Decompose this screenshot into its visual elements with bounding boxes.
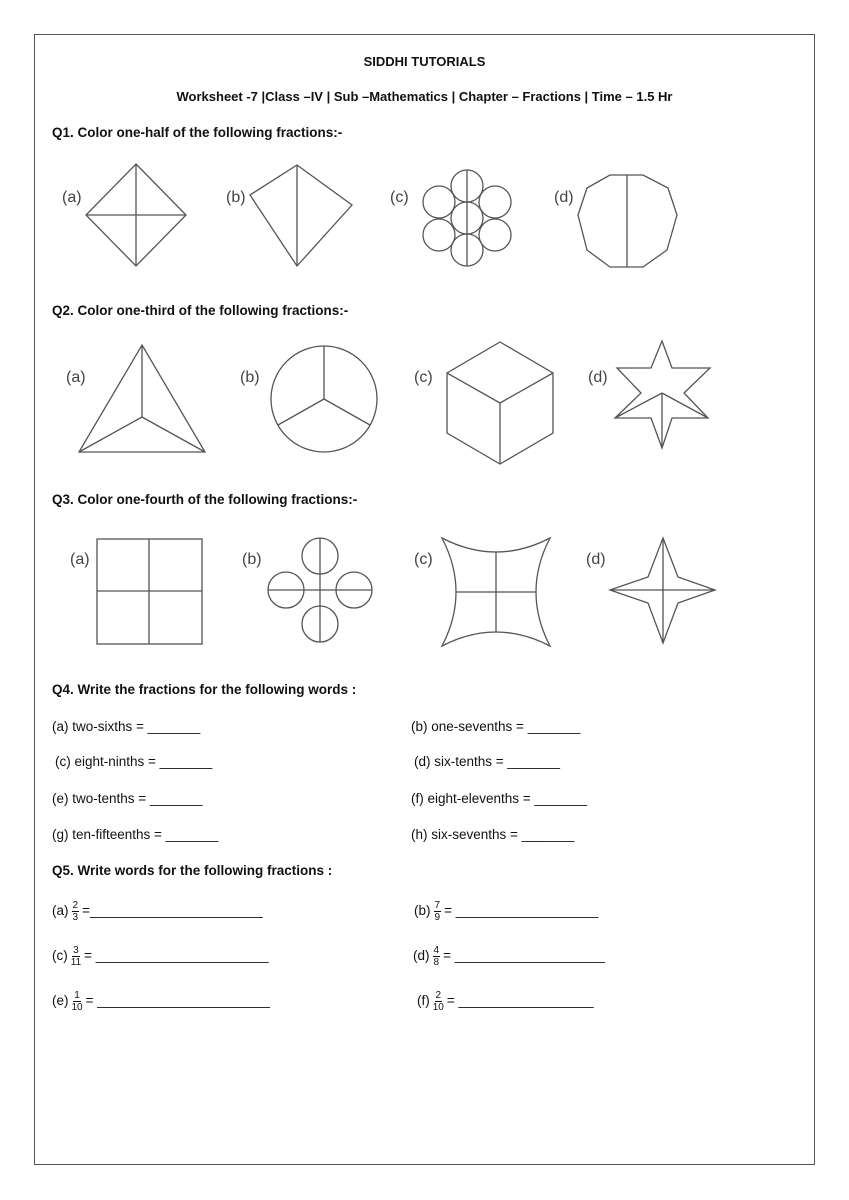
q3-title: Q3. Color one-fourth of the following fractions:- [52,492,358,507]
q2-label-d: (d) [588,369,608,386]
fraction: $\frac{2}{3}$ [72,900,79,923]
q1-label-d: (d) [554,189,574,206]
q1-label-a: (a) [62,189,82,206]
q1-kite-figure[interactable] [245,160,360,275]
q5-item-b[interactable]: (b) $\frac{7}{9}$ = ___________________ [414,900,599,923]
q4-item-g[interactable]: (g) ten-fifteenths = _______ [52,827,219,842]
fraction: $\frac{7}{9}$ [434,900,441,923]
q3-curved-square-figure[interactable] [440,536,552,648]
q1-decagon-figure[interactable] [575,170,685,275]
q1-title: Q1. Color one-half of the following fractions:- [52,125,343,140]
q3-label-a: (a) [70,551,90,568]
q2-label-a: (a) [66,369,86,386]
q5-item-c[interactable]: (c) $\frac{3}{11}$ = _______________________ [52,945,269,968]
worksheet-info: Worksheet -7 |Class –IV | Sub –Mathematics | Chapter – Fractions | Time – 1.5 Hr [176,89,673,104]
q2-star-figure[interactable] [605,338,715,453]
q2-title: Q2. Color one-third of the following fractions:- [52,303,349,318]
q3-square-figure[interactable] [95,537,205,647]
q3-label-d: (d) [586,551,606,568]
q3-flower-figure[interactable] [265,535,375,645]
q2-circle-figure[interactable] [268,342,383,457]
q4-item-h[interactable]: (h) six-sevenths = _______ [411,827,575,842]
q1-circles-figure[interactable] [420,165,520,275]
q2-label-c: (c) [414,369,433,386]
fraction: $\frac{3}{11}$ [70,945,82,968]
q3-label-b: (b) [242,551,262,568]
q4-item-e[interactable]: (e) two-tenths = _______ [52,791,203,806]
q1-label-b: (b) [226,189,246,206]
q4-item-d[interactable]: (d) six-tenths = _______ [414,754,560,769]
q2-hexagon-figure[interactable] [443,338,558,468]
q5-item-a[interactable]: (a) $\frac{2}{3}$ =_______________________ [52,900,263,923]
q5-title: Q5. Write words for the following fractions : [52,863,333,878]
q1-diamond-figure[interactable] [80,160,195,275]
q5-item-d[interactable]: (d) $\frac{4}{8}$ = ____________________ [413,945,605,968]
fraction: $\frac{1}{10}$ [71,990,83,1013]
q2-label-b: (b) [240,369,260,386]
fraction: $\frac{4}{8}$ [433,945,440,968]
q5-item-e[interactable]: (e) $\frac{1}{10}$ = _______________________ [52,990,270,1013]
q2-triangle-figure[interactable] [75,340,210,460]
q1-label-c: (c) [390,189,409,206]
fraction: $\frac{2}{10}$ [432,990,444,1013]
q3-label-c: (c) [414,551,433,568]
q4-title: Q4. Write the fractions for the following words : [52,682,357,697]
q4-item-a[interactable]: (a) two-sixths = _______ [52,719,201,734]
q3-four-point-star-figure[interactable] [608,535,718,647]
q5-item-f[interactable]: (f) $\frac{2}{10}$ = __________________ [417,990,594,1013]
school-name: SIDDHI TUTORIALS [363,54,486,69]
q4-item-c[interactable]: (c) eight-ninths = _______ [55,754,213,769]
q4-item-b[interactable]: (b) one-sevenths = _______ [411,719,581,734]
q4-item-f[interactable]: (f) eight-elevenths = _______ [411,791,587,806]
